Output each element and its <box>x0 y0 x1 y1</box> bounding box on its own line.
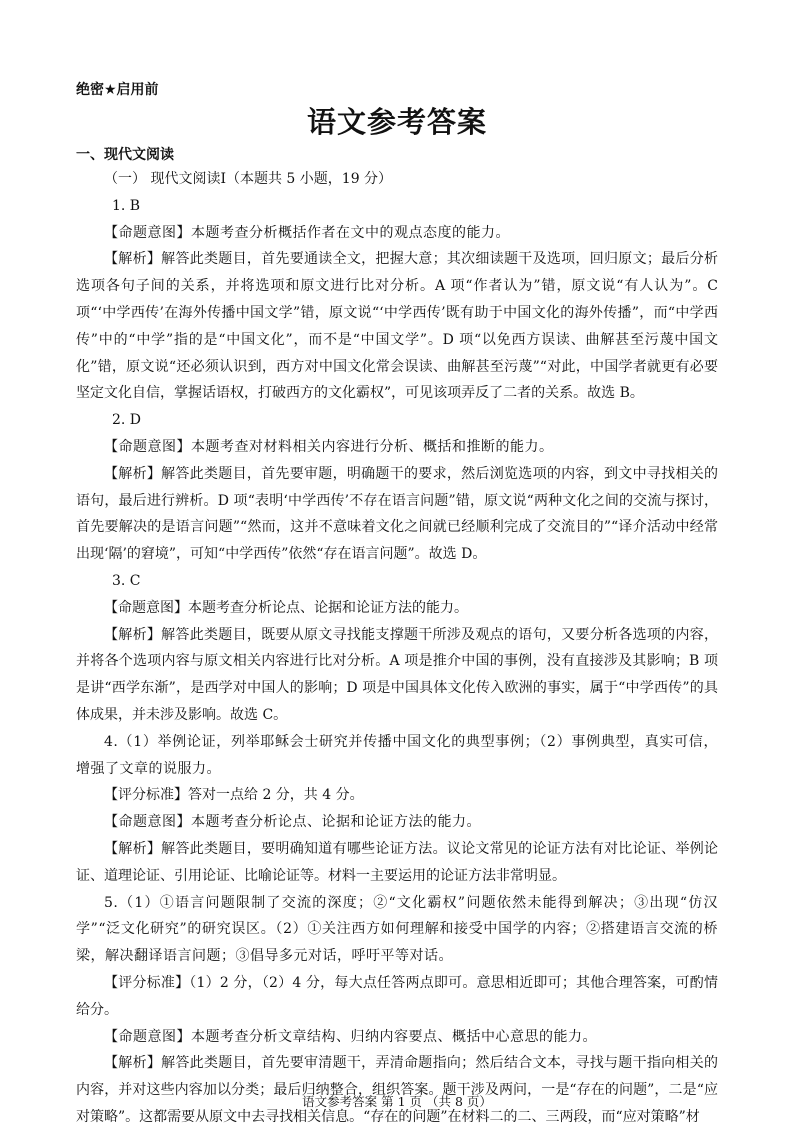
q5-criteria: 【评分标准】（1）2 分，（2）4 分，每大点任答两点即可。意思相近即可；其他合理答案，可酌情给分。 <box>76 974 718 1018</box>
q2-analysis: 【解析】解答此类题目，首先要审题，明确题干的要求，然后浏览选项的内容，到文中寻找相关的语句，最后进行辨析。D 项“表明‘中学西传’不存在语言问题”错，原文说“两种文化之间的交流与探讨，首先要解决的是语言问题”“然而，这并不意味着文化之间就已经顺利完成了交流目的”“译介活动中经常出现‘隔’的窘境”，可知“中学西传”依然“存在语言问题”。故选 D。 <box>76 465 718 563</box>
q4-intent: 【命题意图】本题考查分析论点、论据和论证方法的能力。 <box>104 814 481 831</box>
subsection-title: （一） 现代文阅读Ⅰ（本题共 5 小题，19 分） <box>104 171 393 187</box>
q1-answer: 1. B <box>112 197 141 214</box>
q5-analysis: 【解析】解答此类题目，首先要审清题干，弄清命题指向；然后结合文本，寻找与题干指向相关的内容，并对这些内容加以分类；最后归纳整合，组织答案。题干涉及两问，一是“存在的问题”，二是“应对策略”。这都需要从原文中去寻找相关信息。“存在的问题”在材料二的二、三两段，而“应对策略”材 <box>76 1055 718 1125</box>
q2-intent: 【命题意图】本题考查对材料相关内容进行分析、概括和推断的能力。 <box>104 438 554 455</box>
q4-answer: 4.（1）举例论证，列举耶稣会士研究并传播中国文化的典型事例；（2）事例典型，真实可信，增强了文章的说服力。 <box>76 733 718 777</box>
q2-answer: 2. D <box>112 412 142 429</box>
q1-analysis: 【解析】解答此类题目，首先要通读全文，把握大意；其次细读题干及选项，回归原文；最后分析选项各句子间的关系，并将选项和原文进行比对分析。A 项“作者认为”错，原文说“有人认为”。C 项“‘中学西传’在海外传播中国文学”错，原文说“‘中学西传’既有助于中国文化的海外传播”，而“中学西传”中的“中学”指的是“中国文化”，而不是“中国文学”。D 项“以免西方误读、曲解甚至污蔑中国文化”错，原文说“还必须认识到，西方对中国文化常会误读、曲解甚至污蔑”“对此，中国学者就更有必要坚定文化自信，掌握话语权，打破西方的文化霸权”，可见该项弄反了二者的关系。故选 B。 <box>76 251 718 402</box>
q5-intent: 【命题意图】本题考查分析文章结构、归纳内容要点、概括中心意思的能力。 <box>104 1028 597 1045</box>
q4-criteria: 【评分标准】答对一点给 2 分，共 4 分。 <box>104 787 364 804</box>
q1-intent: 【命题意图】本题考查分析概括作者在文中的观点态度的能力。 <box>104 224 510 241</box>
page-title: 语文参考答案 <box>306 105 487 139</box>
q5-answer: 5.（1）①语言问题限制了交流的深度；②“文化霸权”问题依然未能得到解决；③出现“仿汉学”“泛文化研究”的研究误区。（2）①关注西方如何理解和接受中国学的内容；②搭建语言交流的桥梁，解决翻译语言问题；③倡导多元对话，呼吁平等对话。 <box>76 894 718 965</box>
q3-analysis: 【解析】解答此类题目，既要从原文寻找能支撑题干所涉及观点的语句，又要分析各选项的内容，并将各个选项内容与原文相关内容进行比对分析。A 项是推介中国的事例，没有直接涉及其影响；B 项是讲“西学东渐”，是西学对中国人的影响；D 项是中国具体文化传入欧洲的事实，属于“中学西传”的具体成果，并未涉及影响。故选 C。 <box>76 626 718 723</box>
q4-analysis: 【解析】解答此类题目，要明确知道有哪些论证方法。议论文常见的论证方法有对比论证、举例论证、道理论证、引用论证、比喻论证等。材料一主要运用的论证方法非常明显。 <box>76 840 718 884</box>
confidential-label: 绝密★启用前 <box>76 82 159 98</box>
q3-answer: 3. C <box>112 572 141 589</box>
answer-content <box>76 166 718 1131</box>
section-heading: 一、现代文阅读 <box>76 147 174 163</box>
q3-intent: 【命题意图】本题考查分析论点、论据和论证方法的能力。 <box>104 599 468 616</box>
page-footer: 语文参考答案 第 1 页 （共 8 页） <box>302 1094 492 1109</box>
